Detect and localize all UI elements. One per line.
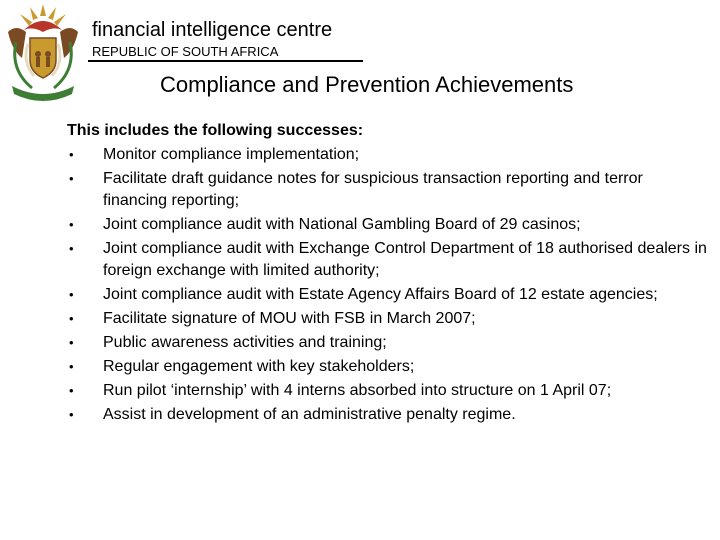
org-name: financial intelligence centre	[92, 19, 333, 41]
bullet-icon: •	[69, 241, 74, 256]
list-item	[67, 284, 707, 306]
bullet-icon: •	[69, 383, 74, 398]
bullet-icon: •	[69, 407, 74, 422]
list-item-text: Monitor compliance implementation;	[103, 146, 360, 163]
bullet-icon: •	[69, 217, 74, 232]
list-item	[67, 404, 707, 426]
list-item-text: Public awareness activities and training;	[103, 334, 387, 351]
bullet-icon: •	[69, 359, 74, 374]
bullet-icon: •	[69, 147, 74, 162]
list-item-text: Facilitate draft guidance notes for suspicious transaction reporting and terror financing reporting;	[103, 170, 643, 209]
slide-title: Compliance and Prevention Achievements	[160, 72, 574, 97]
header-divider	[88, 60, 363, 62]
list-item	[67, 332, 707, 354]
list-item	[67, 380, 707, 402]
list-item-text: Facilitate signature of MOU with FSB in March 2007;	[103, 310, 476, 327]
list-item-text: Joint compliance audit with National Gambling Board of 29 casinos;	[103, 216, 581, 233]
list-item-text: Joint compliance audit with Estate Agency Affairs Board of 12 estate agencies;	[103, 286, 658, 303]
list-item-text: Regular engagement with key stakeholders;	[103, 358, 415, 375]
intro-text: This includes the following successes:	[67, 122, 364, 139]
list-item	[67, 168, 707, 212]
bullet-icon: •	[69, 171, 74, 186]
list-item	[67, 144, 707, 166]
list-item	[67, 308, 707, 330]
org-country: REPUBLIC OF SOUTH AFRICA	[92, 44, 279, 59]
bullet-icon: •	[69, 311, 74, 326]
coat-of-arms-icon	[2, 2, 84, 102]
bullet-icon: •	[69, 335, 74, 350]
list-item	[67, 356, 707, 378]
list-item-text: Run pilot ‘internship’ with 4 interns absorbed into structure on 1 April 07;	[103, 382, 612, 399]
list-item-text: Joint compliance audit with Exchange Control Department of 18 authorised dealers in foreign exchange with limited authority;	[103, 240, 707, 279]
list-item-text: Assist in development of an administrative penalty regime.	[103, 406, 516, 423]
slide-body	[67, 120, 707, 426]
achievement-list	[67, 144, 707, 426]
list-item	[67, 238, 707, 282]
bullet-icon: •	[69, 287, 74, 302]
list-item	[67, 214, 707, 236]
